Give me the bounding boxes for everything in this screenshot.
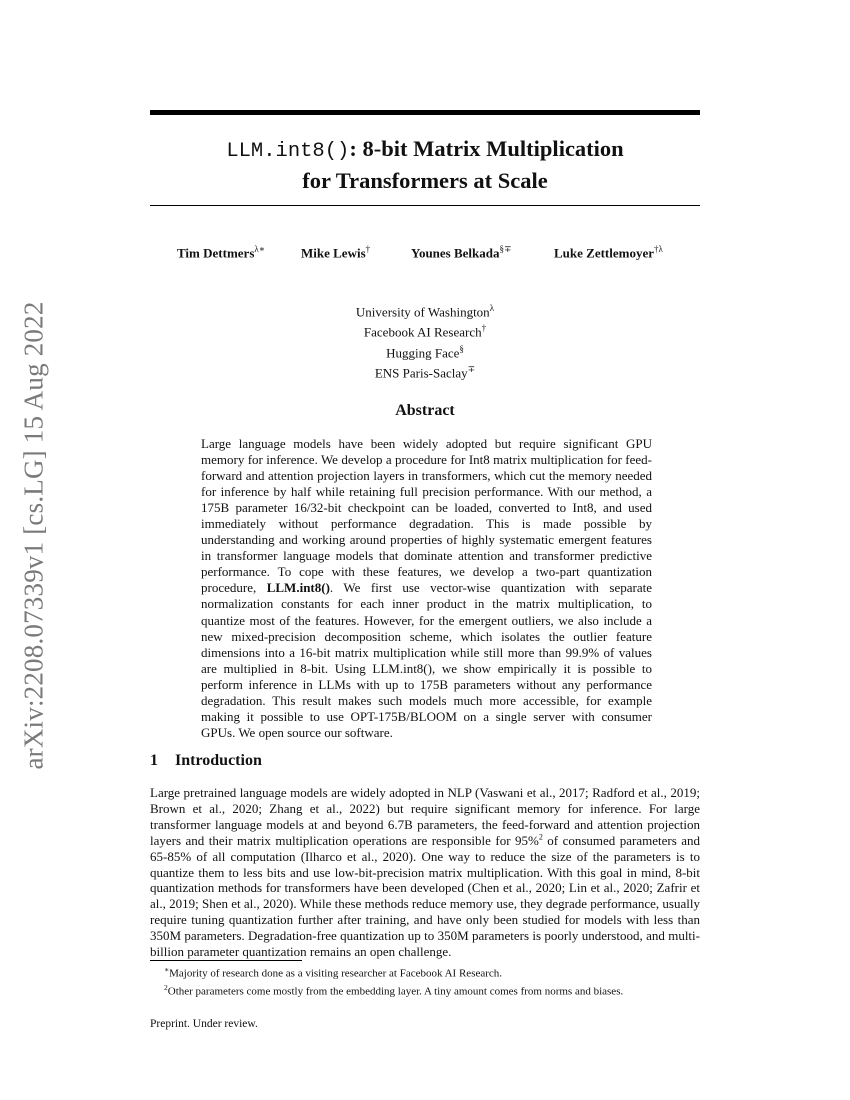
introduction-paragraph: Large pretrained language models are widely adopted in NLP (Vaswani et al., 2017; Radford et al., 2019; Brown et al., 2020; Zhang et al., 2022) but require significant memory for inference. For large transformer language models at and beyond 6.7B parameters, the feed-forward and attention projection layers and their matrix multiplication operations are responsible for 95%$^2$ of consumed parameters and 65-85% of all computation (Ilharco et al., 2020). One way to reduce the size of the parameters is to quantize them to less bits and use low-bit-precision matrix multiplication. With this goal in mind, 8-bit quantization methods for transformers have been developed (Chen et al., 2020; Lin et al., 2020; Zafrir et al., 2019; Shen et al., 2020). While these methods reduce memory use, they degrade performance, usually require tuning quantization further after training, and have only been studied for models with less than 350M parameters. Degradation-free quantization up to 350M parameters is poorly understood, and multi-billion parameter quantization remains an open challenge. (150, 785, 700, 960)
author-name: Luke Zettlemoyer (554, 245, 655, 261)
footnote-ref: 2 (538, 832, 543, 842)
preprint-notice: Preprint. Under review. (150, 1018, 258, 1030)
author (177, 244, 265, 261)
author-list (150, 244, 700, 264)
affiliation: Facebook AI Research† (363, 323, 487, 340)
title-mono-part: LLM.int8() (226, 140, 350, 163)
footnote: ∗Majority of research done as a visiting researcher at Facebook AI Research. (164, 965, 503, 980)
author-name: Mike Lewis (301, 245, 366, 261)
author-marks: λ∗ (254, 244, 265, 254)
affiliation: ENS Paris-Saclay∓ (374, 363, 476, 381)
author-marks: §∓ (499, 244, 512, 254)
author (411, 244, 512, 261)
section-number: 1 (150, 752, 158, 769)
author-name: Tim Dettmers (177, 245, 255, 261)
footnote-rule (150, 960, 302, 961)
author-name: Younes Belkada (411, 245, 500, 261)
author-marks: †λ (654, 244, 663, 254)
title-line2: for Transformers at Scale (302, 168, 548, 193)
author (301, 244, 370, 261)
abstract-heading: Abstract (395, 402, 455, 419)
author-marks: † (365, 244, 371, 254)
title-line1: : 8-bit Matrix Multiplication (349, 136, 624, 161)
method-name: LLM.int8() (266, 580, 330, 596)
footnotes (150, 963, 700, 999)
paper-title (150, 134, 700, 195)
affiliation: Hugging Face§ (386, 343, 464, 360)
title-bottom-rule (150, 205, 700, 206)
footnote: $^2$Other parameters come mostly from the embedding layer. A tiny amount comes from norms and biases. (164, 983, 624, 998)
section-title: Introduction (175, 752, 262, 769)
affiliation-list (150, 300, 700, 381)
arxiv-identifier: arXiv:2208.07339v1 [cs.LG] 15 Aug 2022 (18, 300, 49, 770)
section-heading-introduction (150, 752, 262, 770)
author (554, 244, 663, 261)
abstract-body: Large language models have been widely adopted but require significant GPU memory for inference. We develop a procedure for Int8 matrix multiplication for feed-forward and attention projection layers in transformers, which cut the memory needed for inference by half while retaining full precision performance. With our method, a 175B parameter 16/32-bit checkpoint can be loaded, converted to Int8, and used immediately without performance degradation. This is made possible by understanding and working around properties of highly systematic emergent features in transformer language models that dominate attention and transformer predictive performance. To cope with these features, we develop a two-part quantization procedure, LLM.int8(). We first use vector-wise quantization with separate normalization constants for each inner product in the matrix multiplication, to quantize most of the features. However, for the emergent outliers, we also include a new mixed-precision decomposition scheme, which isolates the outlier feature dimensions into a 16-bit matrix multiplication while still more than 99.9% of values are multiplied in 8-bit. Using LLM.int8(), we show empirically it is possible to perform inference in LLMs with up to 175B parameters without any performance degradation. This result makes such models much more accessible, for example making it possible to use OPT-175B/BLOOM on a single server with consumer GPUs. We open source our software. (201, 436, 652, 740)
affiliation: University of Washington$^\lambda$ (355, 303, 495, 320)
arxiv-sidebar-stamp (4, 285, 64, 785)
title-top-rule (150, 110, 700, 115)
